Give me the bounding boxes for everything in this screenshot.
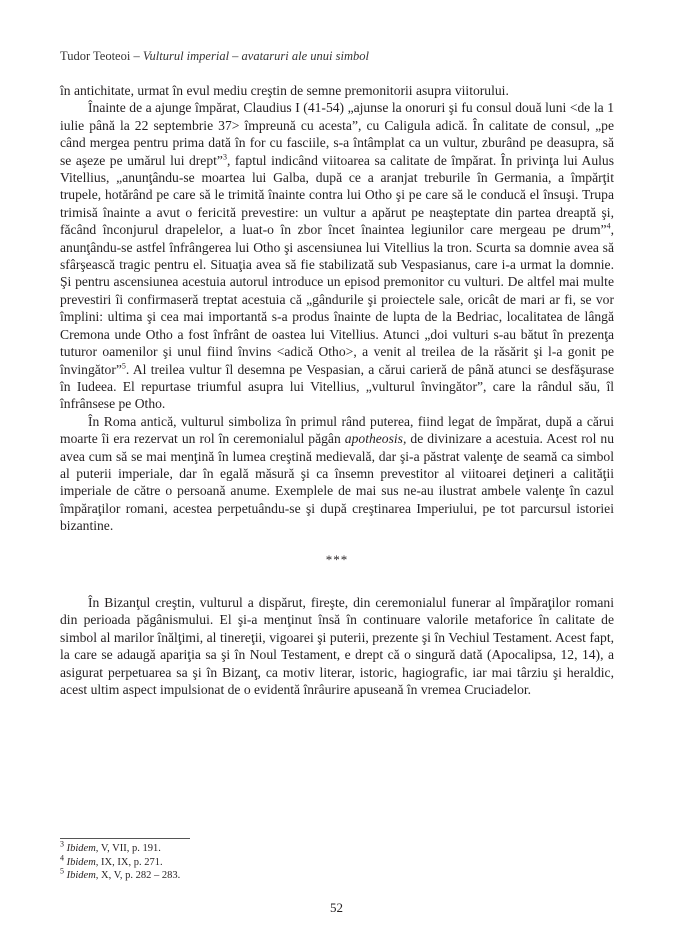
footnote-item — [60, 853, 614, 870]
paragraph-4 — [60, 594, 614, 698]
footnote-ref: Ibidem, — [66, 870, 99, 881]
footnote-item — [60, 866, 614, 883]
paragraph-3-part-b: de divinizare a acestuia. Acest rol nu avea cum să se mai menţină în lumea creştină medievală, dar şi-a păstrat valenţe de seamă ca simbol al puterii imperiale, dar în egală măsură şi ca însemn prevestitor al viitoarei deţineri a calităţii imperiale de către o persoană anume. Exemplele de mai sus ne-au ilustrat ambele valenţe în cazul împăraţilor romani, acestea perpetuându-se şi după creştinarea Imperiului, pe tot parcursul istoriei bizantine. — [60, 431, 614, 534]
footnote-number: 4 — [60, 853, 64, 862]
footnote-text: X, V, p. 282 – 283. — [98, 870, 181, 881]
footnote-ref: Ibidem, — [66, 843, 99, 854]
footnote-ref-5[interactable]: 5 — [121, 360, 126, 370]
footnote-number: 3 — [60, 839, 64, 849]
footnote-text: V, VII, p. 191. — [98, 843, 161, 854]
header-author: Tudor Teoteoi – — [60, 49, 143, 63]
paragraph-2-part-a: Înainte de a ajunge împărat, Claudius I (41-54) „ajunse la onoruri şi fu consul două luni <de la 1 iulie până la 22 septembrie 37> împreună cu acesta”, cu Caligula adică. În calitate de consul, „pe când mergea pentru prima dată în for cu fasciile, s-a întâmplat ca un vultur, zburând pe deasupra, să se aşeze pe umărul lui drept” — [60, 100, 614, 168]
main-text — [60, 82, 614, 698]
footnote-number: 5 — [60, 866, 64, 876]
paragraph-3-italic: apotheosis, — [344, 431, 407, 447]
paragraph-4-text: În Bizanţul creştin, vulturul a dispărut, fireşte, din ceremonialul funerar al împăraţilor romani din perioada păgânismului. El şi-a menţinut însă în continuare valorile metaforice în calitate de simbol al marilor înălţimi, al tinereţii, vigoarei şi puterii, prezente şi în Vechiul Testament. Acest fapt, la care se adaugă apariţia sa şi în Noul Testament, e drept că o singură dată (Apocalipsa, 12, 14), a asigurat perpetuarea sa şi în Bizanţ, ca motiv literar, istoric, hagiografic, iar mai târziu şi heraldic, acest ultim aspect impulsionat de o evidentă înrâurire apuseană în vremea Cruciadelor. — [60, 594, 614, 697]
footnote-ref: Ibidem, — [66, 856, 99, 868]
paragraph-1-text: în antichitate, urmat în evul mediu creştin de semne premonitorii asupra viitorului. — [60, 83, 509, 98]
footnote-ref-4[interactable]: 4 — [606, 221, 611, 231]
section-separator: *** — [325, 551, 349, 567]
paragraph-2-part-d: . Al treilea vultur îl desemna pe Vespasian, a cărui carieră de până atunci se desfăşurase în Iudeea. El repurtase triumful asupra lui Vitellius, „vulturul învingător”, care la rândul său, îl înfrânsese pe Otho. — [60, 361, 614, 412]
header-title: Vulturul imperial – avataruri ale unui simbol — [142, 49, 369, 63]
footnotes — [60, 839, 614, 883]
footnote-text: IX, IX, p. 271. — [98, 856, 163, 868]
page-number: 52 — [330, 900, 343, 915]
paragraph-2-part-c: , anunţându-se astfel înfrângerea lui Otho şi ascensiunea lui Vitellius la tron. Scurta sa domnie avea să sfârşească tragic pentru el. Situaţia avea să fie stabilizată sub Vespasianus, care i-a urmat la domnie. Şi pentru ascensiunea acestuia autorul introduce un episod premonitor cu vulturi. De altfel mai multe prevestiri îi confirmaseră treptat acestuia că „gândurile şi proiectele sale, oricât de mari ar fi, se vor împlini: ultima şi cea mai importantă s-a produs înainte de lupta de la Bedriac, localitatea de lângă Cremona unde Otho a fost înfrânt de oastea lui Vitellius. Atunci „doi vulturi s-au bătut în prezenţa tuturor oamenilor şi unul fiind învins <adică Otho>, a venit al treilea de la răsărit şi l-a gonit pe învingător” — [60, 222, 614, 377]
paragraph-2-part-b: , faptul indicând viitoarea sa calitate de împărat. În privinţa lui Aulus Vitellius, „anunţându-se moartea lui Galba, după ce a aranjat treburile în Germania, a împărţit trupele, hotărând pe care să le trimită înainte contra lui Otho şi pe care să le conducă el însuşi. Trupa trimisă înainte a avut o fericită prevestire: un vultur a apărut pe neaşteptate din partea dreaptă şi, făcând înconjurul drapelelor, a luat-o în zbor încet înaintea legiunilor care mergeau pe drum” — [60, 152, 615, 238]
footnote-item — [60, 839, 614, 856]
paragraph-1 — [60, 82, 614, 99]
paragraph-2 — [60, 99, 614, 412]
footnote-ref-3[interactable]: 3 — [222, 152, 227, 162]
paragraph-3 — [60, 413, 614, 535]
footnote-divider — [60, 838, 190, 839]
running-header — [60, 48, 620, 64]
paragraph-3-part-a: În Roma antică, vulturul simboliza în primul rând puterea, fiind legat de împărat, după a cărui moarte îi era rezervat un rol în ceremonialul păgân — [60, 413, 614, 447]
